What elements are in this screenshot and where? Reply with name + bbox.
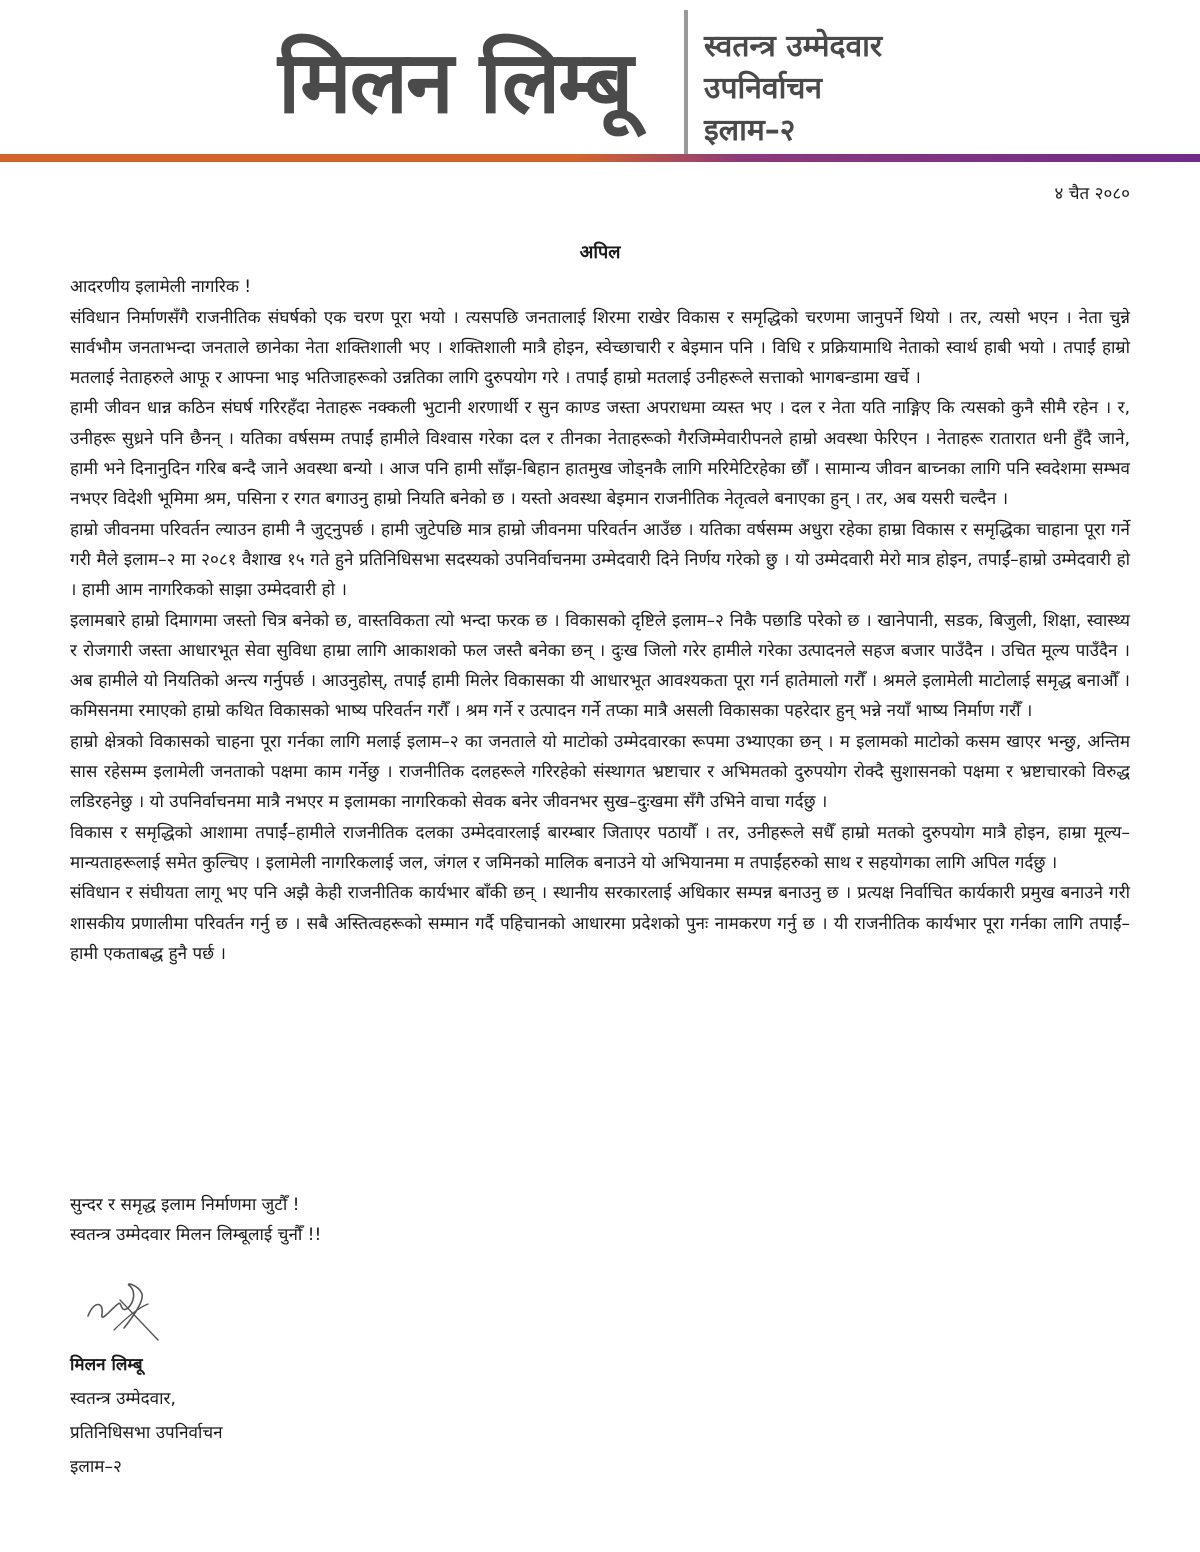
paragraph-4: इलामबारे हाम्रो दिमागमा जस्तो चित्र बनेको छ, वास्तविकता त्यो भन्दा फरक छ । विकासको दृष्टिले इलाम–२ निकै पछाडि परेको छ । खानेपानी, सडक, बिजुली, शिक्षा, स्वास्थ्य र रोजगारी जस्ता आधारभूत सेवा सुविधा हाम्रा लागि आकाशको फल जस्तै बनेका छन् । दुःख जिलो गरेर हामीले गरेका उत्पादनले सहज बजार पाउँदैन । उचित मूल्य पाउँदैन ।अब हामीले यो नियतिको अन्त्य गर्नुपर्छ । आउनुहोस्, तपाईं हामी मिलेर विकासका यी आधारभूत आवश्यकता पूरा गर्न हातेमालो गरौँ । श्रमले इलामेली माटोलाई समृद्ध बनाऔँ । कमिसनमा रमाएको हाम्रो कथित विकासको भाष्य परिवर्तन गरौँ । श्रम गर्ने र उत्पादन गर्ने तप्का मात्रै असली विकासका पहरेदार हुन् भन्ने नयाँ भाष्य निर्माण गरौँ ।: [70, 610, 1130, 722]
paragraph-3: हाम्रो जीवनमा परिवर्तन ल्याउन हामी नै जुट्नुपर्छ । हामी जुटेपछि मात्र हाम्रो जीवनमा परिवर्तन आउँछ । यतिका वर्षसम्म अधुरा रहेका हाम्रा विकास र समृद्धिका चाहाना पूरा गर्ने गरी मैले इलाम–२ मा २०८१ वैशाख १५ गते हुने प्रतिनिधिसभा सदस्यको उपनिर्वाचनमा उम्मेदवारी दिने निर्णय गरेको छु । यो उम्मेदवारी मेरो मात्र होइन, तपाईं–हाम्रो उम्मेदवारी हो । हामी आम नागरिकको साझा उम्मेदवारी हो ।: [70, 519, 1130, 601]
paragraph-5: हाम्रो क्षेत्रको विकासको चाहना पूरा गर्नका लागि मलाई इलाम–२ का जनताले यो माटोको उम्मेदवारका रूपमा उभ्याएका छन् । म इलामको माटोको कसम खाएर भन्छु, अन्तिम सास रहेसम्म इलामेली जनताको पक्षमा काम गर्नेछु । राजनीतिक दलहरूले गरिरहेको संस्थागत भ्रष्टाचार र अभिमतको दुरुपयोग रोक्दै सुशासनको पक्षमा र भ्रष्टाचारको विरुद्ध लडिरहनेछु । यो उपनिर्वाचनमा मात्रै नभएर म इलामका नागरिकको सेवक बनेर जीवनभर सुख–दुःखमा सँगै उभिने वाचा गर्दछु ।: [70, 731, 1130, 813]
letterhead-election: उपनिर्वाचन: [704, 71, 823, 106]
signer-constituency: इलाम–२: [70, 1457, 122, 1477]
letterhead-name: मिलन लिम्बू: [278, 33, 632, 133]
letterhead-constituency: इलाम–२: [704, 113, 796, 148]
letter-subject: अपिल: [579, 242, 621, 263]
signer-title: स्वतन्त्र उम्मेदवार,: [70, 1389, 176, 1409]
signer-block: [70, 1348, 223, 1484]
letterhead-candidate-type: स्वतन्त्र उम्मेदवार: [704, 29, 883, 64]
closing-line-1: सुन्दर र समृद्ध इलाम निर्माणमा जुटौँ !: [70, 1195, 300, 1215]
letter-body: [70, 238, 1130, 969]
paragraph-6: विकास र समृद्धिको आशामा तपाईं–हामीले राजनीतिक दलका उम्मेदवारलाई बारम्बार जिताएर पठायौँ । तर, उनीहरूले सधैँ हाम्रो मतको दुरुपयोग मात्रै होइन, हाम्रा मूल्य–मान्यताहरूलाई समेत कुल्चिए । इलामेली नागरिकलाई जल, जंगल र जमिनको मालिक बनाउने यो अभियानमा म तपाईंहरुको साथ र सहयोगका लागि अपिल गर्दछु ।: [70, 822, 1130, 873]
letter-date: ४ चैत २०८०: [1054, 184, 1130, 204]
letterhead-details: [704, 26, 1044, 152]
closing-line-2: स्वतन्त्र उम्मेदवार मिलन लिम्बूलाई चुनौँ !!: [70, 1225, 322, 1245]
signer-name: मिलन लिम्बू: [70, 1355, 143, 1375]
handwritten-signature: [84, 1278, 164, 1348]
paragraph-1: संविधान निर्माणसँगै राजनीतिक संघर्षको एक चरण पूरा भयो । त्यसपछि जनतालाई शिरमा राखेर विकास र समृद्धिको चरणमा जानुपर्ने थियो । तर, त्यसो भएन । नेता चुन्ने सार्वभौम जनताभन्दा जनताले छानेका नेता शक्तिशाली भए । शक्तिशाली मात्रै होइन, स्वेच्छाचारी र बेइमान पनि । विधि र प्रक्रियामाथि नेताको स्वार्थ हाबी भयो । तपाईं हाम्रो मतलाई नेताहरुले आफू र आफ्ना भाइ भतिजाहरूको उन्नतिका लागि दुरुपयोग गरे । तपाईं हाम्रो मतलाई उनीहरूले सत्ताको भागबन्डामा खर्चे ।: [70, 307, 1130, 389]
paragraph-2: हामी जीवन धान्न कठिन संघर्ष गरिरहँदा नेताहरू नक्कली भुटानी शरणार्थी र सुन काण्ड जस्ता अपराधमा व्यस्त भए । दल र नेता यति नाङ्गिए कि त्यसको कुनै सीमै रहेन । र, उनीहरू सुध्रने पनि छैनन् । यतिका वर्षसम्म तपाईं हामीले विश्वास गरेका दल र तीनका नेताहरूको गैरजिम्मेवारीपनले हाम्रो अवस्था फेरिएन । नेताहरू रातारात धनी हुँदै जाने, हामी भने दिनानुदिन गरिब बन्दै जाने अवस्था बन्यो । आज पनि हामी साँझ-बिहान हातमुख जोड्नकै लागि मरिमेटिरहेका छौँ । सामान्य जीवन बाच्नका लागि पनि स्वदेशमा सम्भव नभएर विदेशी भूमिमा श्रम, पसिना र रगत बगाउनु हाम्रो नियति बनेको छ । यस्तो अवस्था बेइमान राजनीतिक नेतृत्वले बनाएका हुन् । तर, अब यसरी चल्दैन ।: [70, 398, 1130, 510]
letterhead-divider: [684, 10, 688, 154]
header-color-rule: [0, 154, 1200, 162]
letter-greeting: आदरणीय इलामेली नागरिक !: [70, 277, 252, 298]
signer-post: प्रतिनिधिसभा उपनिर्वाचन: [70, 1423, 223, 1443]
closing-slogans: [70, 1190, 321, 1250]
letterhead: [0, 0, 1200, 170]
paragraph-7: संविधान र संघीयता लागू भए पनि अझै केही राजनीतिक कार्यभार बाँकी छन् । स्थानीय सरकारलाई अधिकार सम्पन्न बनाउनु छ । प्रत्यक्ष निर्वाचित कार्यकारी प्रमुख बनाउने गरी शासकीय प्रणालीमा परिवर्तन गर्नु छ । सबै अस्तित्वहरूको सम्मान गर्दै पहिचानको आधारमा प्रदेशको पुनः नामकरण गर्नु छ । यी राजनीतिक कार्यभार पूरा गर्नका लागि तपाईं–हामी एकताबद्ध हुनै पर्छ ।: [70, 883, 1130, 964]
